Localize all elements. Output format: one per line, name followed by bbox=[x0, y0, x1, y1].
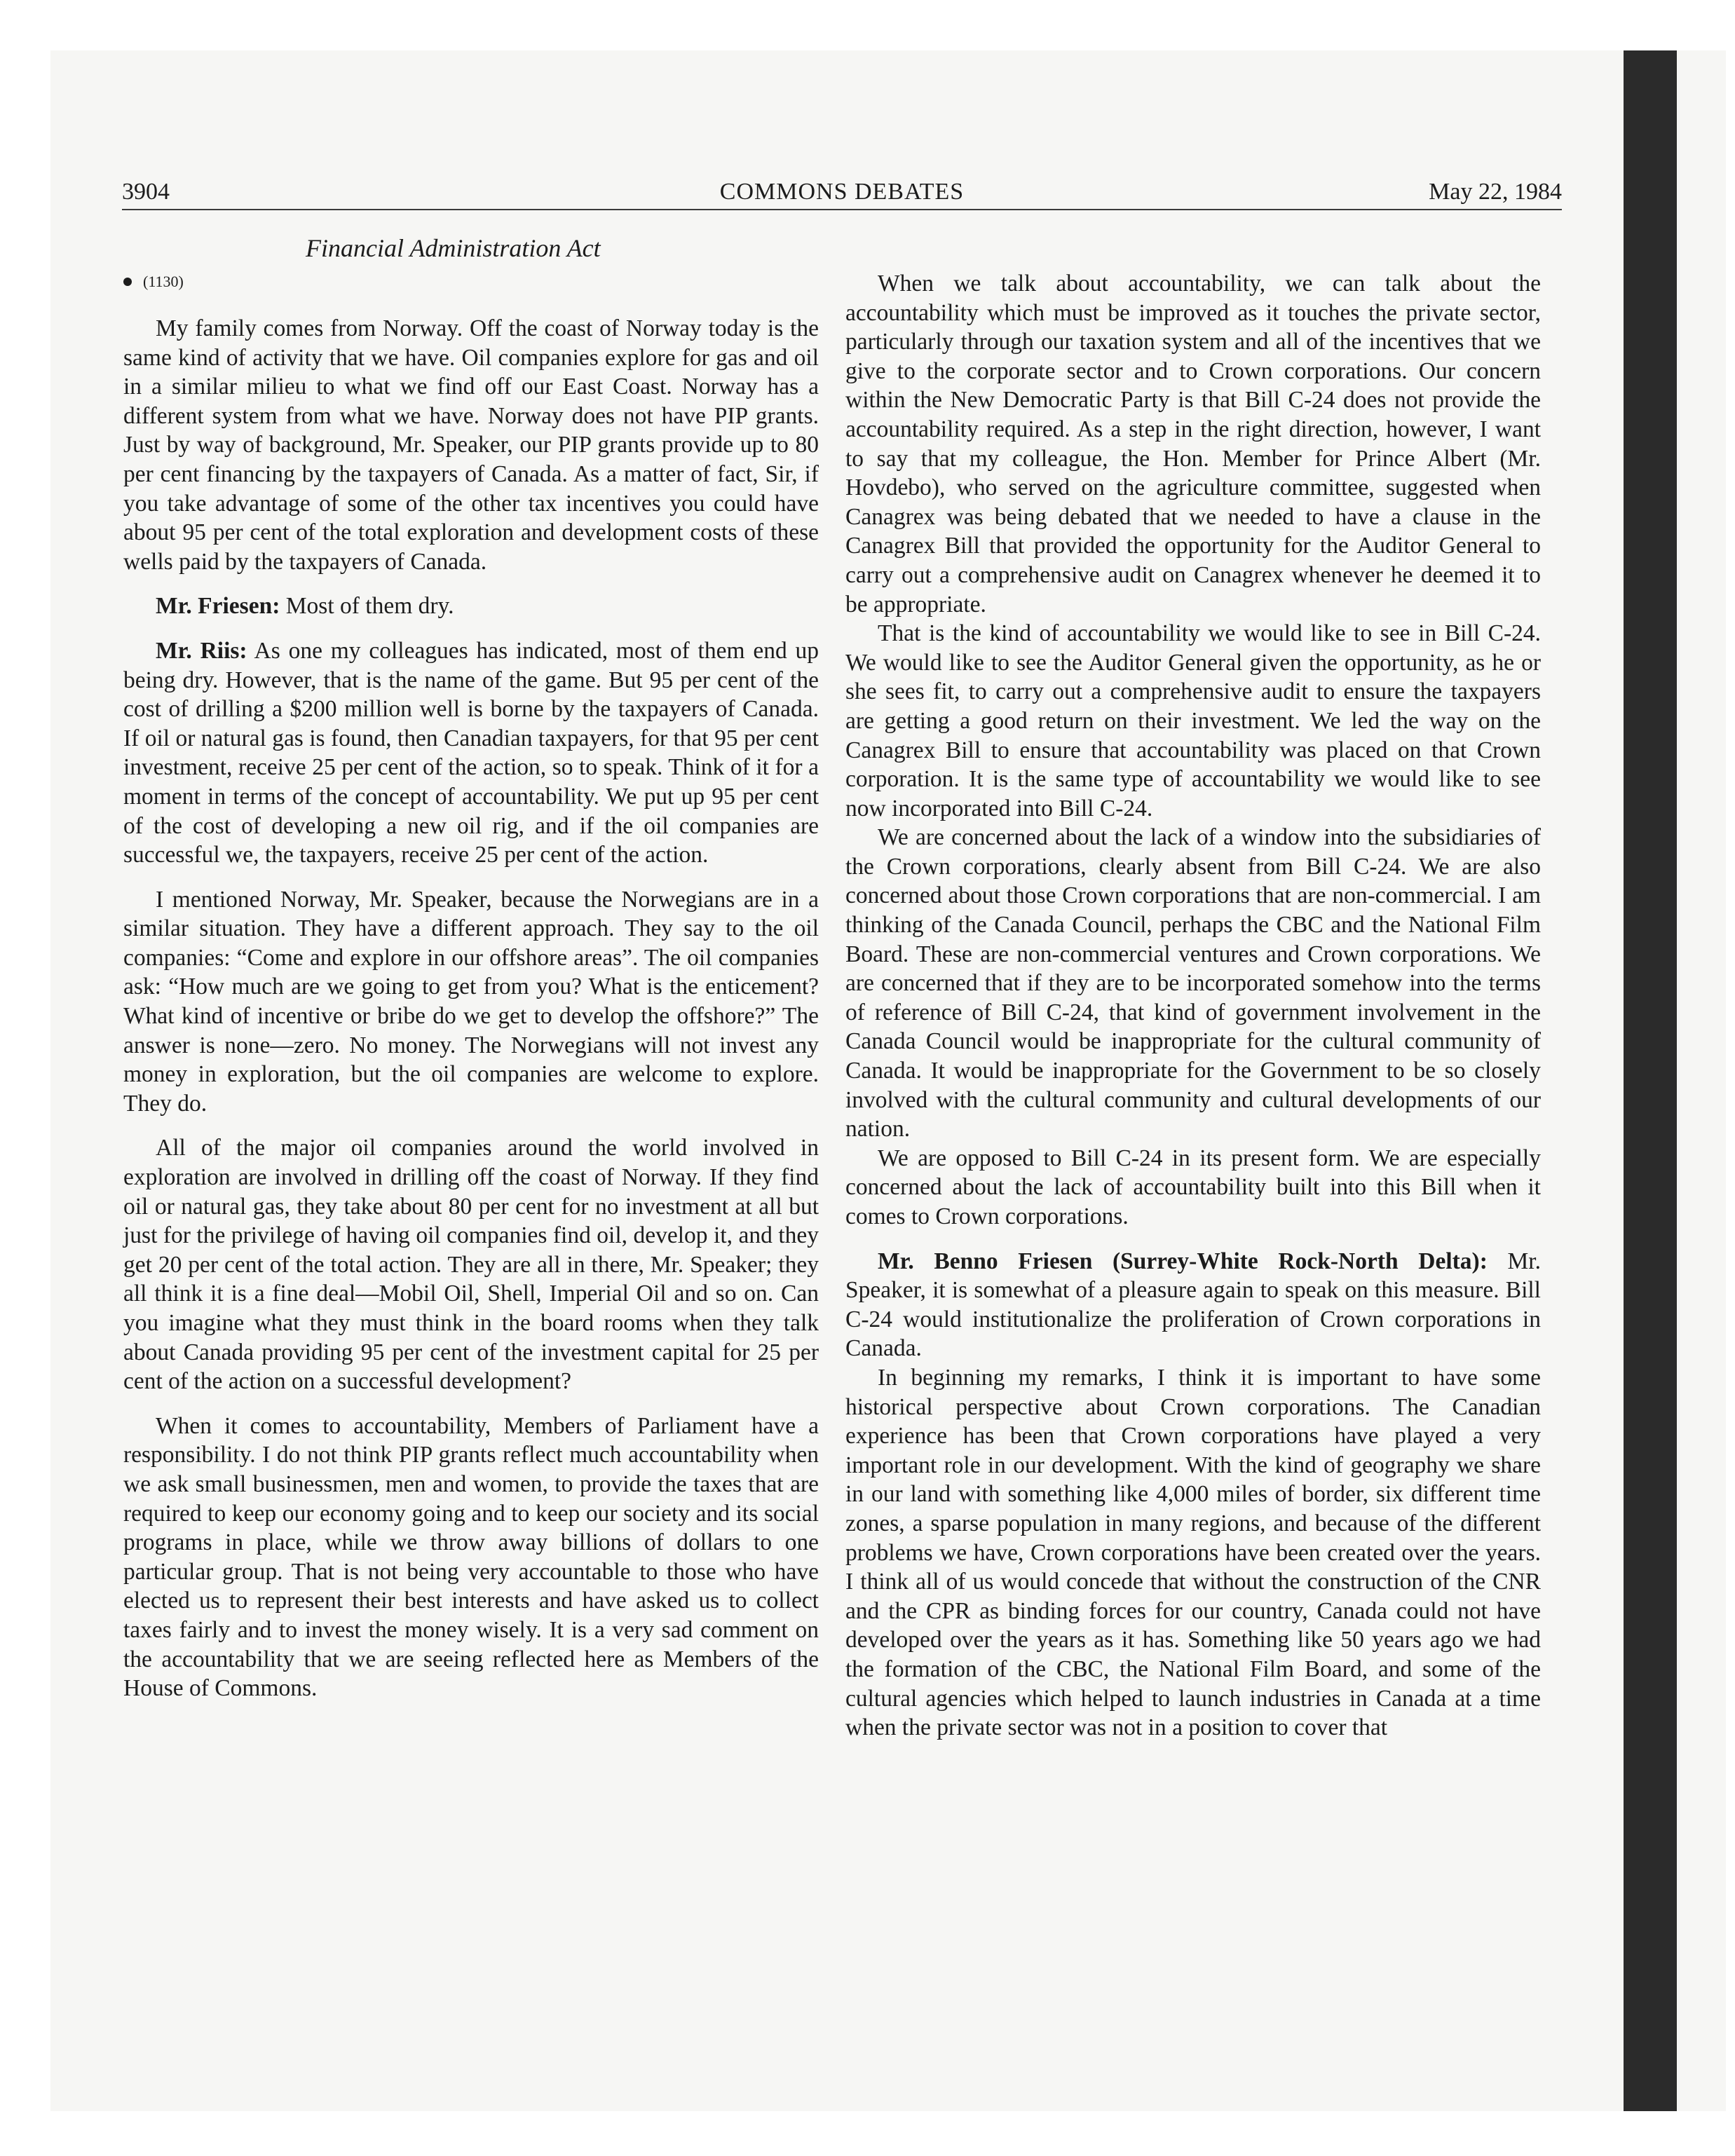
paragraph bbox=[123, 1412, 819, 1703]
paragraph bbox=[123, 314, 819, 576]
publication-title: COMMONS DEBATES bbox=[719, 179, 965, 205]
paragraph-text: When we talk about accountability, we can talk about the accountability which must be improved as it touches the private sector, particularly through our taxation system and all of the incentives that we give to the corporate sector and to Crown corporations. Our concern within the New Democratic Party is that Bill C-24 does not provide the accountability required. As a step in the right direction, however, I want to say that my colleague, the Hon. Member for Prince Albert (Mr. Hovdebo), who served on the agriculture committee, suggested when Canagrex was being debated that we needed to have a clause in the Canagrex Bill that provided the opportunity for the Auditor General to carry out a comprehensive audit on Canagrex whenever he deemed it to be appropriate. bbox=[845, 271, 1541, 618]
paragraph bbox=[123, 1133, 819, 1396]
header-rule bbox=[122, 209, 1562, 210]
paragraph bbox=[845, 1144, 1541, 1231]
speaker-name: Mr. Friesen: bbox=[156, 593, 280, 620]
speaker-name: Mr. Riis: bbox=[156, 637, 247, 664]
paragraph-text: My family comes from Norway. Off the coast of Norway today is the same kind of activity that we have. Oil companies explore for gas and oil in a similar milieu to what we find off our East Coast. Norway has a different system from what we have. Norway does not have PIP grants. Just by way of background, Mr. Speaker, our PIP grants provide up to 80 per cent financing by the taxpayers of Canada. As a matter of fact, Sir, if you take advantage of some of the other tax incentives you could have about 95 per cent of the total exploration and development costs of these wells paid by the taxpayers of Canada. bbox=[123, 315, 819, 575]
header-date: May 22, 1984 bbox=[1429, 179, 1562, 205]
paragraph bbox=[845, 619, 1541, 823]
bullet-icon bbox=[123, 278, 132, 286]
section-subheader: Financial Administration Act bbox=[306, 234, 601, 262]
paragraph-text: In beginning my remarks, I think it is important to have some historical perspective about Crown corporations. The Canadian experience has been that Crown corporations have played a very important role in our development. With the kind of geography we share in our land with something like 4,000 miles of border, six different time zones, a sparse population in many regions, and because of the different problems we have, Crown corporations have been created over the years. I think all of us would concede that without the construction of the CNR and the CPR as binding forces for our country, Canada could not have developed over the years as it has. Something like 50 years ago we had the formation of the CBC, the National Film Board, and some of the cultural agencies which helped to launch industries in Canada at a time when the private sector was not in a position to cover that bbox=[845, 1364, 1541, 1741]
speaker-name: Mr. Benno Friesen (Surrey-White Rock-North Delta): bbox=[878, 1248, 1488, 1274]
paragraph-text: That is the kind of accountability we would like to see in Bill C-24. We would like to see the Auditor General given the opportunity, as he or she sees fit, to carry out a comprehensive audit to ensure the taxpayers are getting a good return on their investment. We led the way on the Canagrex Bill to ensure that accountability was placed on that Crown corporation. It is the same type of accountability we would like to see now incorporated into Bill C-24. bbox=[845, 620, 1541, 821]
paragraph-text: As one my colleagues has indicated, most of them end up being dry. However, that is the name of the game. But 95 per cent of the cost of drilling a $200 million well is borne by the taxpayers of Canada. If oil or natural gas is found, then Canadian taxpayers, for that 95 per cent investment, receive 25 per cent of the action, so to speak. Think of it for a moment in terms of the concept of accountability. We put up 95 per cent of the cost of developing a new oil rig, and if the oil companies are successful we, the taxpayers, receive 25 per cent of the action. bbox=[123, 637, 819, 868]
paragraph-text: All of the major oil companies around the world involved in exploration are involved in drilling off the coast of Norway. If they find oil or natural gas, they take about 80 per cent for no investment at all but just for the privilege of having oil companies find oil, develop it, and they get 20 per cent of the total action. They are all in there, Mr. Speaker; they all think it is a fine deal—Mobil Oil, Shell, Imperial Oil and so on. Can you imagine what they must think in the board rooms when they talk about Canada providing 95 per cent of the investment capital for 25 per cent of the action on a successful development? bbox=[123, 1135, 819, 1395]
paragraph-text: When it comes to accountability, Members of Parliament have a responsibility. I do not think PIP grants reflect much accountability when we ask small businessmen, men and women, to provide the taxes that are required to keep our economy going and to keep our society and its social programs in place, while we throw away billions of dollars to one particular group. That is not being very accountable to those who have elected us to represent their best interests and have asked us to collect taxes fairly and to invest the money wisely. It is a very sad comment on the accountability that we are seeing reflected here as Members of the House of Commons. bbox=[123, 1412, 819, 1702]
running-header bbox=[122, 177, 1562, 210]
paragraph-text: We are opposed to Bill C-24 in its present form. We are especially concerned about the lack of accountability built into this Bill when it comes to Crown corporations. bbox=[845, 1145, 1541, 1229]
paragraph-text: We are concerned about the lack of a window into the subsidiaries of the Crown corporations, clearly absent from Bill C-24. We are also concerned about those Crown corporations that are non-commercial. I am thinking of the Canada Council, perhaps the CBC and the National Film Board. These are non-commercial ventures and Crown corporations. We are concerned that if they are to be incorporated somehow into the terms of reference of Bill C-24, that kind of government involvement in the Canada Council would be inappropriate for the cultural community of Canada. It would be inappropriate for the Government to be so closely involved with the cultural community and cultural developments of our nation. bbox=[845, 824, 1541, 1142]
scan-edge-shadow bbox=[1624, 50, 1677, 2111]
paragraph-text: Mr. Speaker, it is somewhat of a pleasure again to speak on this measure. Bill C-24 would institutionalize the proliferation of Crown corporations in Canada. bbox=[845, 1248, 1541, 1362]
paragraph-text: Most of them dry. bbox=[285, 593, 454, 620]
paragraph-text: I mentioned Norway, Mr. Speaker, because the Norwegians are in a similar situation. They have a different approach. They say to the oil companies: “Come and explore in our offshore areas”. The oil companies ask: “How much are we going to get from you? What is the enticement? What kind of incentive or bribe do we get to develop the offshore?” The answer is none—zero. No money. The Norwegians will not invest any money in exploration, but the oil companies are welcome to explore. They do. bbox=[123, 886, 819, 1117]
paragraph bbox=[123, 592, 819, 621]
paragraph bbox=[845, 1247, 1541, 1363]
paragraph bbox=[845, 1363, 1541, 1742]
timestamp-marker bbox=[123, 271, 184, 292]
paragraph bbox=[845, 269, 1541, 619]
left-column bbox=[123, 314, 819, 1703]
right-column bbox=[845, 269, 1541, 1742]
paragraph bbox=[845, 823, 1541, 1144]
paragraph bbox=[123, 636, 819, 870]
paragraph bbox=[123, 885, 819, 1119]
timestamp-text: (1130) bbox=[143, 273, 184, 290]
page-number: 3904 bbox=[122, 179, 170, 205]
